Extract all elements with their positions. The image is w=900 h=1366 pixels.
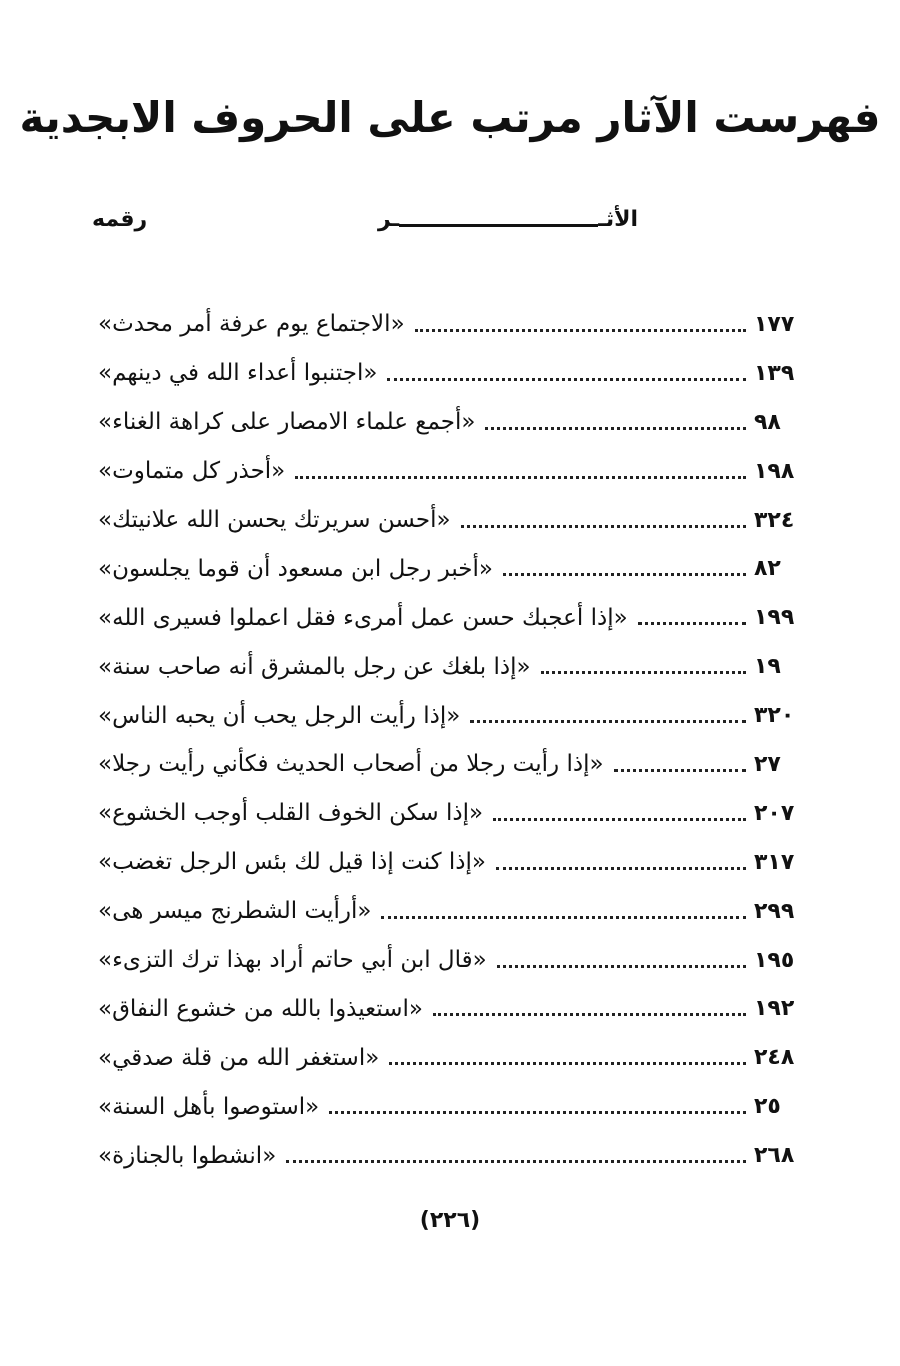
entry-number: ٣٢٠ bbox=[754, 703, 795, 729]
entry-number: ١٩٢ bbox=[754, 996, 795, 1022]
index-entry bbox=[90, 398, 810, 447]
entry-number: ٢٤٨ bbox=[754, 1045, 795, 1071]
index-entry bbox=[90, 349, 810, 398]
entry-number: ١٧٧ bbox=[754, 311, 795, 337]
dot-leader bbox=[461, 525, 746, 528]
entry-number: ٢٠٧ bbox=[754, 800, 795, 826]
dot-leader bbox=[329, 1111, 746, 1114]
index-entry bbox=[90, 838, 810, 887]
entry-text: «استغفر الله من قلة صدقي» bbox=[98, 1044, 380, 1071]
dot-leader bbox=[389, 1062, 746, 1065]
entry-text: «أجمع علماء الامصار على كراهة الغناء» bbox=[98, 409, 476, 436]
dot-leader bbox=[415, 329, 746, 332]
entry-number: ١٩٨ bbox=[754, 458, 795, 484]
entry-text: «اجتنبوا أعداء الله في دينهم» bbox=[98, 360, 378, 387]
index-entry bbox=[90, 496, 810, 545]
entry-number: ٨٢ bbox=[754, 556, 781, 582]
dot-leader bbox=[614, 769, 746, 772]
entry-text: «إذا سكن الخوف القلب أوجب الخشوع» bbox=[98, 800, 484, 827]
index-entry bbox=[90, 1082, 810, 1131]
column-header-athar-start: الأثـ bbox=[598, 207, 638, 232]
entry-text: «أخبر رجل ابن مسعود أن قوما يجلسون» bbox=[98, 555, 493, 582]
index-entry bbox=[90, 789, 810, 838]
entry-text: «إذا أعجبك حسن عمل أمرىء فقل اعملوا فسيرى الله» bbox=[98, 604, 628, 631]
index-entry bbox=[90, 984, 810, 1033]
entry-number: ١٩٥ bbox=[754, 947, 795, 973]
column-header-number: رقمه bbox=[92, 207, 148, 232]
index-entry bbox=[90, 642, 810, 691]
dot-leader bbox=[387, 378, 746, 381]
entry-number: ٣٢٤ bbox=[754, 507, 795, 533]
entry-text: «إذا رأيت الرجل يحب أن يحبه الناس» bbox=[98, 702, 461, 729]
index-entry bbox=[90, 544, 810, 593]
dot-leader bbox=[433, 1013, 746, 1016]
entry-text: «أحذر كل متماوت» bbox=[98, 458, 286, 485]
dot-leader bbox=[485, 427, 746, 430]
entry-number: ٣١٧ bbox=[754, 849, 795, 875]
dot-leader bbox=[381, 916, 746, 919]
entry-text: «إذا رأيت رجلا من أصحاب الحديث فكأني رأيت رجلا» bbox=[98, 751, 604, 778]
dot-leader bbox=[541, 671, 746, 674]
column-header-rule bbox=[399, 224, 598, 227]
page-title: فهرست الآثار مرتب على الحروف الابجدية bbox=[19, 93, 881, 142]
entry-text: «استعيذوا بالله من خشوع النفاق» bbox=[98, 995, 423, 1022]
dot-leader bbox=[286, 1160, 746, 1163]
index-entry bbox=[90, 691, 810, 740]
entry-text: «قال ابن أبي حاتم أراد بهذا ترك التزىء» bbox=[98, 947, 487, 974]
entry-text: «انشطوا بالجنازة» bbox=[98, 1142, 277, 1169]
entry-text: «استوصوا بأهل السنة» bbox=[98, 1093, 320, 1120]
entry-number: ٢٩٩ bbox=[754, 898, 795, 924]
entry-text: «أحسن سريرتك يحسن الله علانيتك» bbox=[98, 507, 451, 533]
dot-leader bbox=[496, 867, 746, 870]
entry-text: «أرأيت الشطرنج ميسر هى» bbox=[98, 898, 372, 925]
entry-number: ١٩٩ bbox=[754, 605, 795, 631]
entry-text: «إذا بلغك عن رجل بالمشرق أنه صاحب سنة» bbox=[98, 653, 531, 680]
entry-number: ٢٦٨ bbox=[754, 1143, 795, 1169]
entry-text: «إذا كنت إذا قيل لك بئس الرجل تغضب» bbox=[98, 849, 487, 876]
entry-number: ١٩ bbox=[754, 654, 781, 680]
entry-number: ٩٨ bbox=[754, 409, 781, 435]
index-entry bbox=[90, 740, 810, 789]
index-entry bbox=[90, 593, 810, 642]
index-entry bbox=[90, 1033, 810, 1082]
page-number: (٢٢٦) bbox=[419, 1208, 481, 1233]
dot-leader bbox=[497, 965, 746, 968]
entry-text: «الاجتماع يوم عرفة أمر محدث» bbox=[98, 311, 405, 338]
index-entry bbox=[90, 447, 810, 496]
dot-leader bbox=[470, 720, 746, 723]
index-entry bbox=[90, 300, 810, 349]
entry-number: ٢٥ bbox=[754, 1094, 781, 1120]
entry-number: ١٣٩ bbox=[754, 360, 795, 386]
index-list bbox=[90, 300, 810, 1180]
index-entry bbox=[90, 1131, 810, 1180]
column-header-athar-end: ـر bbox=[378, 207, 400, 232]
column-header-athar bbox=[378, 198, 638, 242]
dot-leader bbox=[503, 573, 746, 576]
dot-leader bbox=[493, 818, 746, 821]
index-entry bbox=[90, 887, 810, 936]
entry-number: ٢٧ bbox=[754, 751, 781, 777]
dot-leader bbox=[295, 476, 746, 479]
dot-leader bbox=[638, 622, 746, 625]
index-entry bbox=[90, 936, 810, 985]
